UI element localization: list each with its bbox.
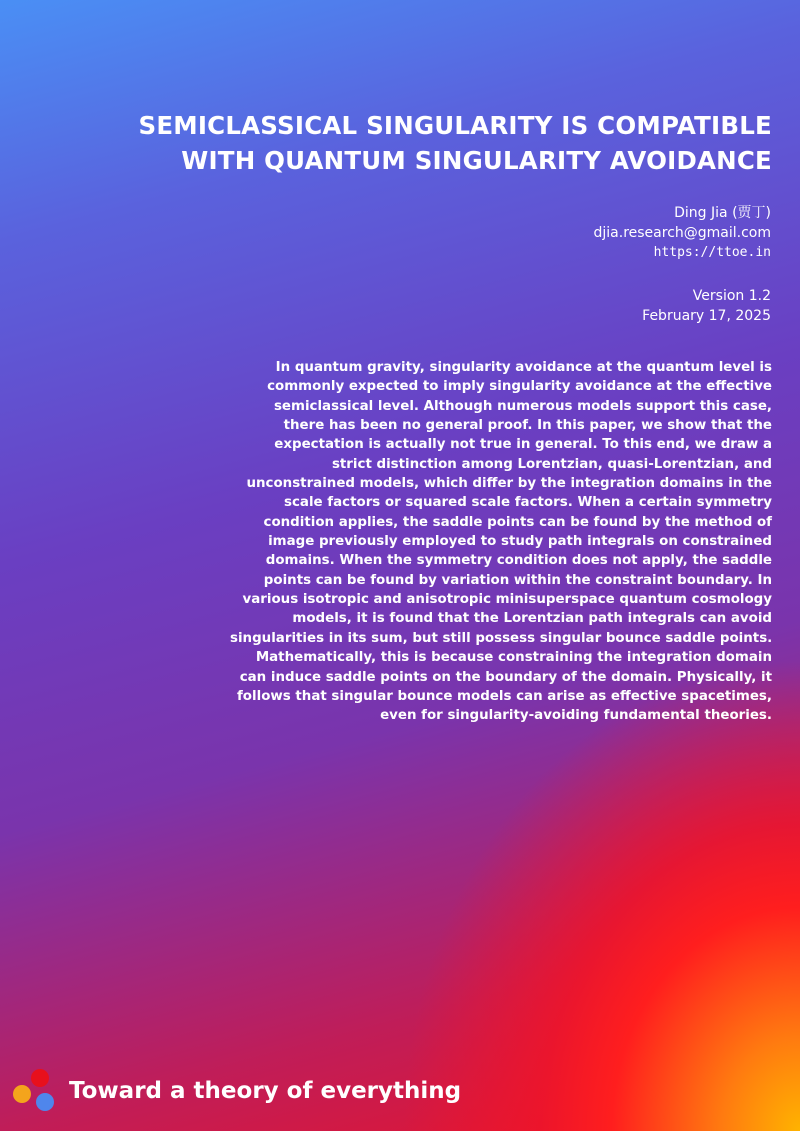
abstract-line: In quantum gravity, singularity avoidance at the quantum level is xyxy=(275,360,772,375)
abstract-line: models, it is found that the Lorentzian path integrals can avoid xyxy=(292,611,772,627)
footer xyxy=(12,1068,472,1114)
abstract-line: commonly expected to imply singularity avoidance at the effective xyxy=(267,379,772,395)
abstract-line: strict distinction among Lorentzian, quasi-Lorentzian, and xyxy=(331,456,772,472)
version-label: Version 1.2 xyxy=(692,288,771,304)
abstract-line: singularities in its sum, but still possess singular bounce saddle points. xyxy=(230,630,773,646)
version-date: February 17, 2025 xyxy=(642,308,771,324)
paper-title-line-1: SEMICLASSICAL SINGULARITY IS COMPATIBLE xyxy=(138,111,772,140)
footer-tagline: Toward a theory of everything xyxy=(69,1078,462,1104)
abstract-line: condition applies, the saddle points can be found by the method of xyxy=(263,514,772,530)
abstract-line: there has been no general proof. In this paper, we show that the xyxy=(283,418,772,434)
author-email: djia.research@gmail.com xyxy=(593,225,771,241)
abstract-line: image previously employed to study path integrals on constrained xyxy=(268,534,772,550)
author-block xyxy=(594,203,772,263)
abstract-line: points can be found by variation within the constraint boundary. In xyxy=(263,572,772,588)
abstract-line: semiclassical level. Although numerous models support this case, xyxy=(273,398,772,414)
three-dots-logo-icon xyxy=(12,1068,58,1114)
abstract-line: domains. When the symmetry condition does not apply, the saddle xyxy=(265,553,772,569)
logo-dot-right xyxy=(36,1093,54,1111)
abstract-line: follows that singular bounce models can arise as effective spacetimes, xyxy=(236,688,772,704)
abstract-line: expectation is actually not true in general. To this end, we draw a xyxy=(274,437,772,453)
paper-title xyxy=(100,108,772,178)
abstract-line: unconstrained models, which differ by the integration domains in the xyxy=(246,476,772,492)
abstract-line: can induce saddle points on the boundary of the domain. Physically, it xyxy=(239,669,772,685)
author-website: https://ttoe.in xyxy=(653,245,771,260)
abstract-line: various isotropic and anisotropic minisuperspace quantum cosmology xyxy=(242,592,772,608)
abstract-line: even for singularity-avoiding fundamental theories. xyxy=(380,708,772,724)
paper-title-line-2: WITH QUANTUM SINGULARITY AVOIDANCE xyxy=(181,146,772,175)
author-name: Ding Jia (贾丁) xyxy=(674,205,771,221)
version-block xyxy=(642,286,771,326)
abstract xyxy=(230,358,772,726)
abstract-line: scale factors or squared scale factors. When a certain symmetry xyxy=(284,495,772,511)
logo-dot-top xyxy=(31,1069,49,1087)
logo-dot-left xyxy=(13,1085,31,1103)
abstract-line: Mathematically, this is because constraining the integration domain xyxy=(255,650,772,666)
